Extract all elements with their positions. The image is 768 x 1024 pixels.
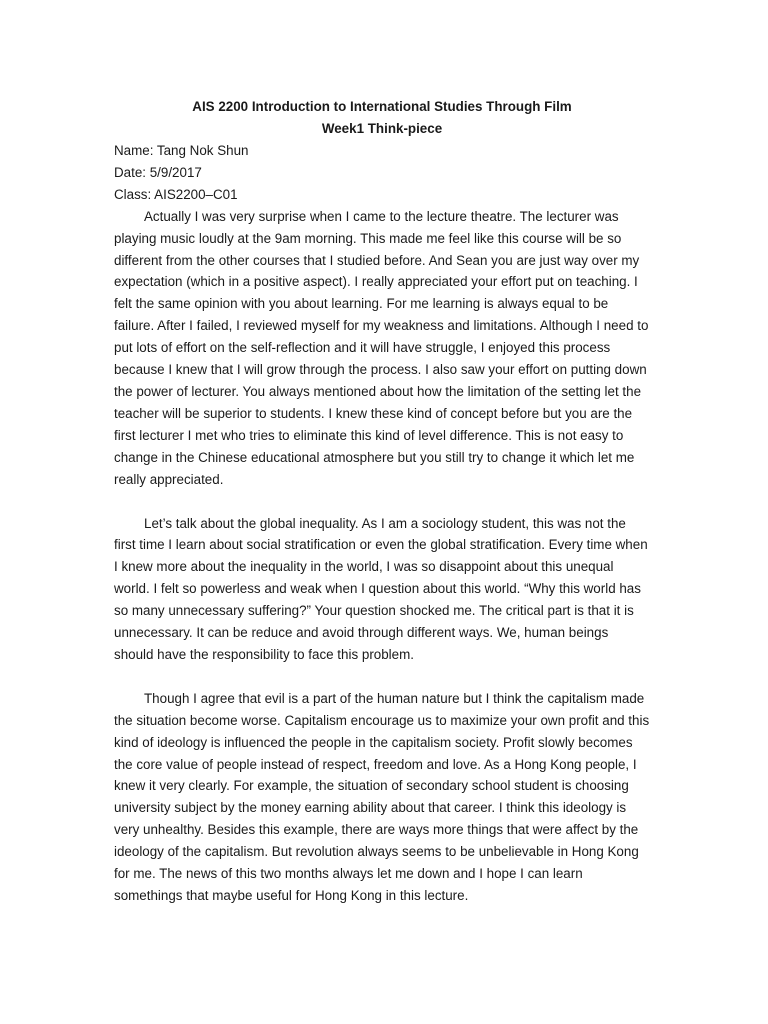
document-body	[114, 96, 650, 907]
date-line: Date: 5/9/2017	[114, 164, 202, 180]
document-title-line-2: Week1 Think-piece	[321, 121, 443, 136]
class-line: Class: AIS2200–C01	[114, 186, 238, 202]
name-line: Name: Tang Nok Shun	[114, 143, 249, 158]
document-title-line-1: AIS 2200 Introduction to International Studies Through Film	[192, 99, 572, 114]
paragraph-spacer	[114, 491, 650, 513]
paragraph-spacer	[114, 666, 650, 688]
paragraph-2: Let’s talk about the global inequality. As I am a sociology student, this was not the first time I learn about social stratification or even the global stratification. Every time when I knew more about the inequality in the world, I was so disappoint about this unequal world. I felt so powerless and weak when I question about this world. “Why this world has so many unnecessary suffering?” Your question shocked me. The critical part is that it is unnecessary. It can be reduce and avoid through different ways. We, human beings should have the responsibility to face this problem.	[114, 515, 648, 662]
paragraph-3: Though I agree that evil is a part of the human nature but I think the capitalism made the situation become worse. Capitalism encourage us to maximize your own profit and this kind of ideology is influenced the people in the capitalism society. Profit slowly becomes the core value of people instead of respect, freedom and love. As a Hong Kong people, I knew it very clearly. For example, the situation of secondary school student is choosing university subject by the money earning ability about that career. I think this ideology is very unhealthy. Besides this example, there are ways more things that were affect by the ideology of the capitalism. But revolution always seems to be unbelievable in Hong Kong for me. The news of this two months always let me down and I hope I can learn somethings that maybe useful for Hong Kong in this lecture.	[114, 690, 650, 903]
paragraph-1: Actually I was very surprise when I came to the lecture theatre. The lecturer was playing music loudly at the 9am morning. This made me feel like this course will be so different from the other courses that I studied before. And Sean you are just way over my expectation (which in a positive aspect). I really appreciated your effort put on teaching. I felt the same opinion with you about learning. For me learning is always equal to be failure. After I failed, I reviewed myself for my weakness and limitations. Although I need to put lots of effort on the self-reflection and it will have struggle, I enjoyed this process because I knew that I will grow through the process. I also saw your effort on putting down the power of lecturer. You always mentioned about how the limitation of the setting let the teacher will be superior to students. I knew these kind of concept before but you are the first lecturer I met who tries to eliminate this kind of level difference. This is not easy to change in the Chinese educational atmosphere but you still try to change it which let me really appreciated.	[114, 208, 649, 487]
